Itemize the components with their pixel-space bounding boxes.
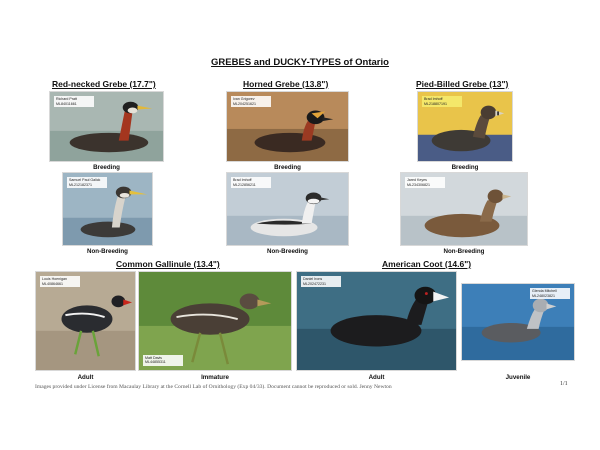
footer-license-note: Images provided under License from Macaulay Library at the Cornell Lab of Ornithology (Exp 04/33). Document cannot be reproduced or sold. Jenny Newton: [35, 384, 392, 390]
species-heading-pied-billed-grebe: Pied-Billed Grebe (13"): [416, 79, 509, 89]
photo-credit: Matt Davis ML44855311: [143, 355, 183, 366]
caption-breeding: Breeding: [93, 164, 120, 171]
photo-credit: Brad Imhoff ML218807191: [422, 96, 462, 107]
caption-juvenile: Juvenile: [505, 374, 531, 381]
caption-breeding: Breeding: [274, 164, 301, 171]
caption-non-breeding: Non-Breeding: [267, 248, 308, 255]
species-heading-horned-grebe: Horned Grebe (13.8"): [243, 79, 329, 89]
caption-adult: Adult: [77, 374, 94, 381]
photo-american-coot-adult: [296, 271, 457, 371]
caption-immature: Immature: [201, 374, 229, 381]
photo-credit: Samuel Paul Galick ML212182371: [67, 177, 107, 188]
species-heading-red-necked-grebe: Red-necked Grebe (17.7"): [52, 79, 156, 89]
photo-credit: Ivan Grigorev ML204251621: [231, 96, 271, 107]
species-heading-common-gallinule: Common Gallinule (13.4"): [116, 259, 220, 269]
photo-common-gallinule-immature: [138, 271, 292, 371]
photo-credit: Jared Keyes ML234306821: [405, 177, 445, 188]
photo-credit: Daniel Irons ML202472231: [301, 276, 341, 287]
photo-horned-grebe-breeding: [226, 91, 349, 162]
photo-credit: Richard Pratt ML84011661: [54, 96, 94, 107]
caption-non-breeding: Non-Breeding: [443, 248, 485, 255]
photo-red-necked-grebe-non-breeding: [62, 172, 153, 246]
photo-horned-grebe-non-breeding: [226, 172, 349, 246]
photo-american-coot-juvenile: [461, 283, 575, 361]
species-heading-american-coot: American Coot (14.6"): [382, 259, 472, 269]
caption-adult: Adult: [368, 374, 385, 381]
photo-credit: Glenda Mitchell ML248023821: [530, 288, 570, 299]
photo-pied-billed-grebe-breeding: [417, 91, 513, 162]
page-number: 1/1: [560, 381, 568, 387]
photo-credit: Brad Imhoff ML212856211: [231, 177, 271, 188]
page-title: GREBES and DUCKY-TYPES of Ontario: [211, 57, 389, 68]
photo-pied-billed-grebe-non-breeding: [400, 172, 528, 246]
photo-credit: Louis Hoenigan ML40864661: [40, 276, 80, 287]
caption-non-breeding: Non-Breeding: [87, 248, 128, 255]
photo-red-necked-grebe-breeding: [49, 91, 164, 162]
photo-common-gallinule-adult: [35, 271, 136, 371]
caption-breeding: Breeding: [451, 164, 479, 171]
